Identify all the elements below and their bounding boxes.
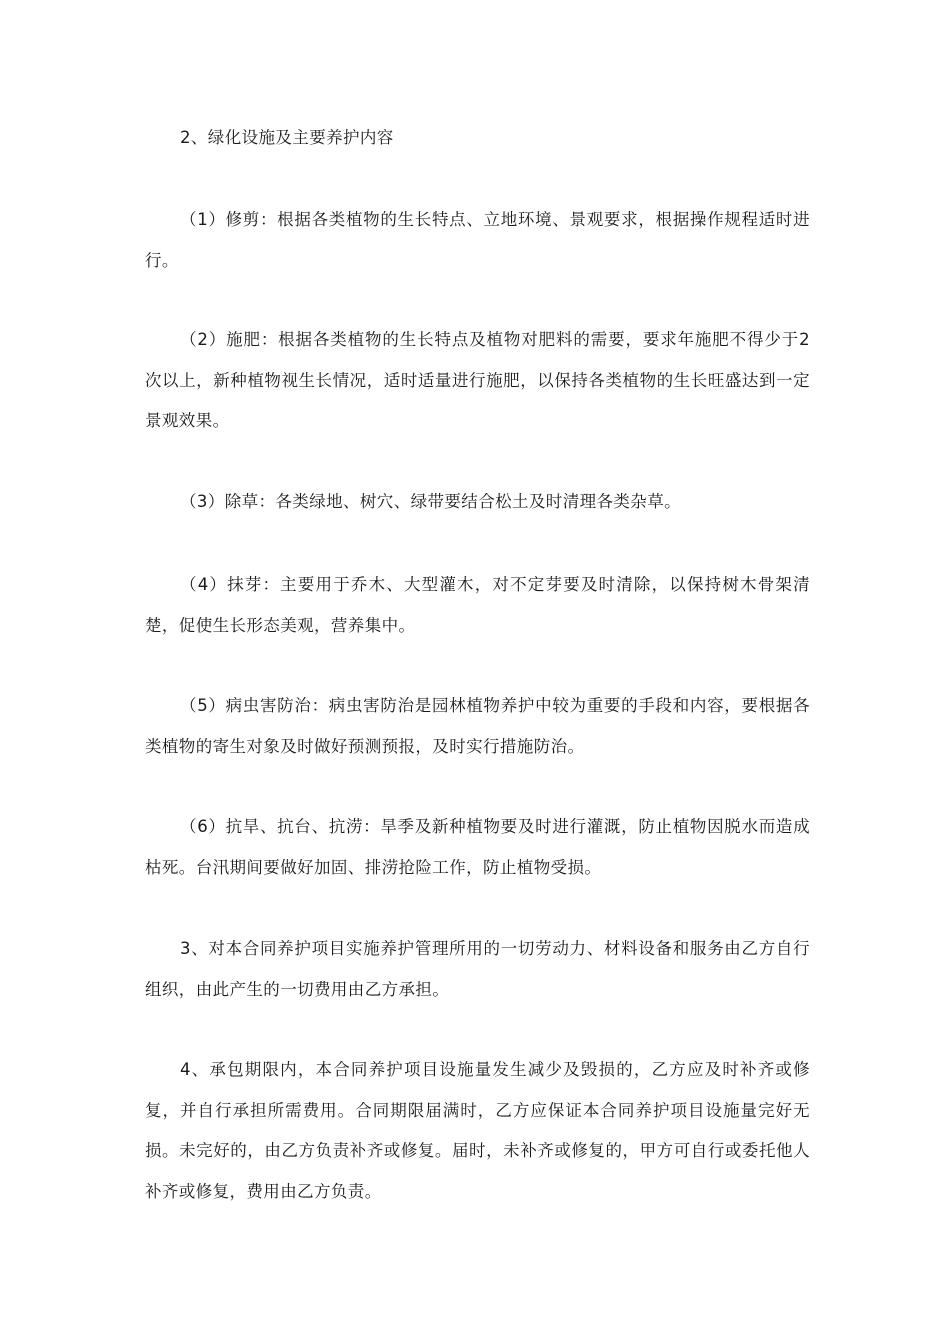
paragraph-drought-typhoon-flood: （6）抗旱、抗台、抗涝：旱季及新种植物要及时进行灌溉，防止植物因脱水而造成枯死。台汛期间要做好加固、排涝抢险工作，防止植物受损。 [145,817,810,877]
section-heading-2: 2、绿化设施及主要养护内容 [180,128,394,147]
paragraph-weeding: （3）除草：各类绿地、树穴、绿带要结合松土及时清理各类杂草。 [180,492,681,511]
paragraph-clause-3: 3、对本合同养护项目实施养护管理所用的一切劳动力、材料设备和服务由乙方自行组织，由此产生的一切费用由乙方承担。 [145,939,810,999]
paragraph-pest-control: （5）病虫害防治：病虫害防治是园林植物养护中较为重要的手段和内容，要根据各类植物的寄生对象及时做好预测预报，及时实行措施防治。 [145,696,810,756]
paragraph-bud-removal: （4）抹芽：主要用于乔木、大型灌木，对不定芽要及时清除，以保持树木骨架清楚，促使生长形态美观，营养集中。 [145,575,810,635]
paragraph-clause-4: 4、承包期限内，本合同养护项目设施量发生减少及毁损的，乙方应及时补齐或修复，并自行承担所需费用。合同期限届满时，乙方应保证本合同养护项目设施量完好无损。未完好的，由乙方负责补齐或修复。届时，未补齐或修复的，甲方可自行或委托他人补齐或修复，费用由乙方负责。 [145,1060,810,1201]
paragraph-pruning: （1）修剪：根据各类植物的生长特点、立地环境、景观要求，根据操作规程适时进行。 [145,210,810,270]
paragraph-fertilizing: （2）施肥：根据各类植物的生长特点及植物对肥料的需要，要求年施肥不得少于2次以上，新种植物视生长情况，适时适量进行施肥，以保持各类植物的生长旺盛达到一定景观效果。 [145,330,810,430]
